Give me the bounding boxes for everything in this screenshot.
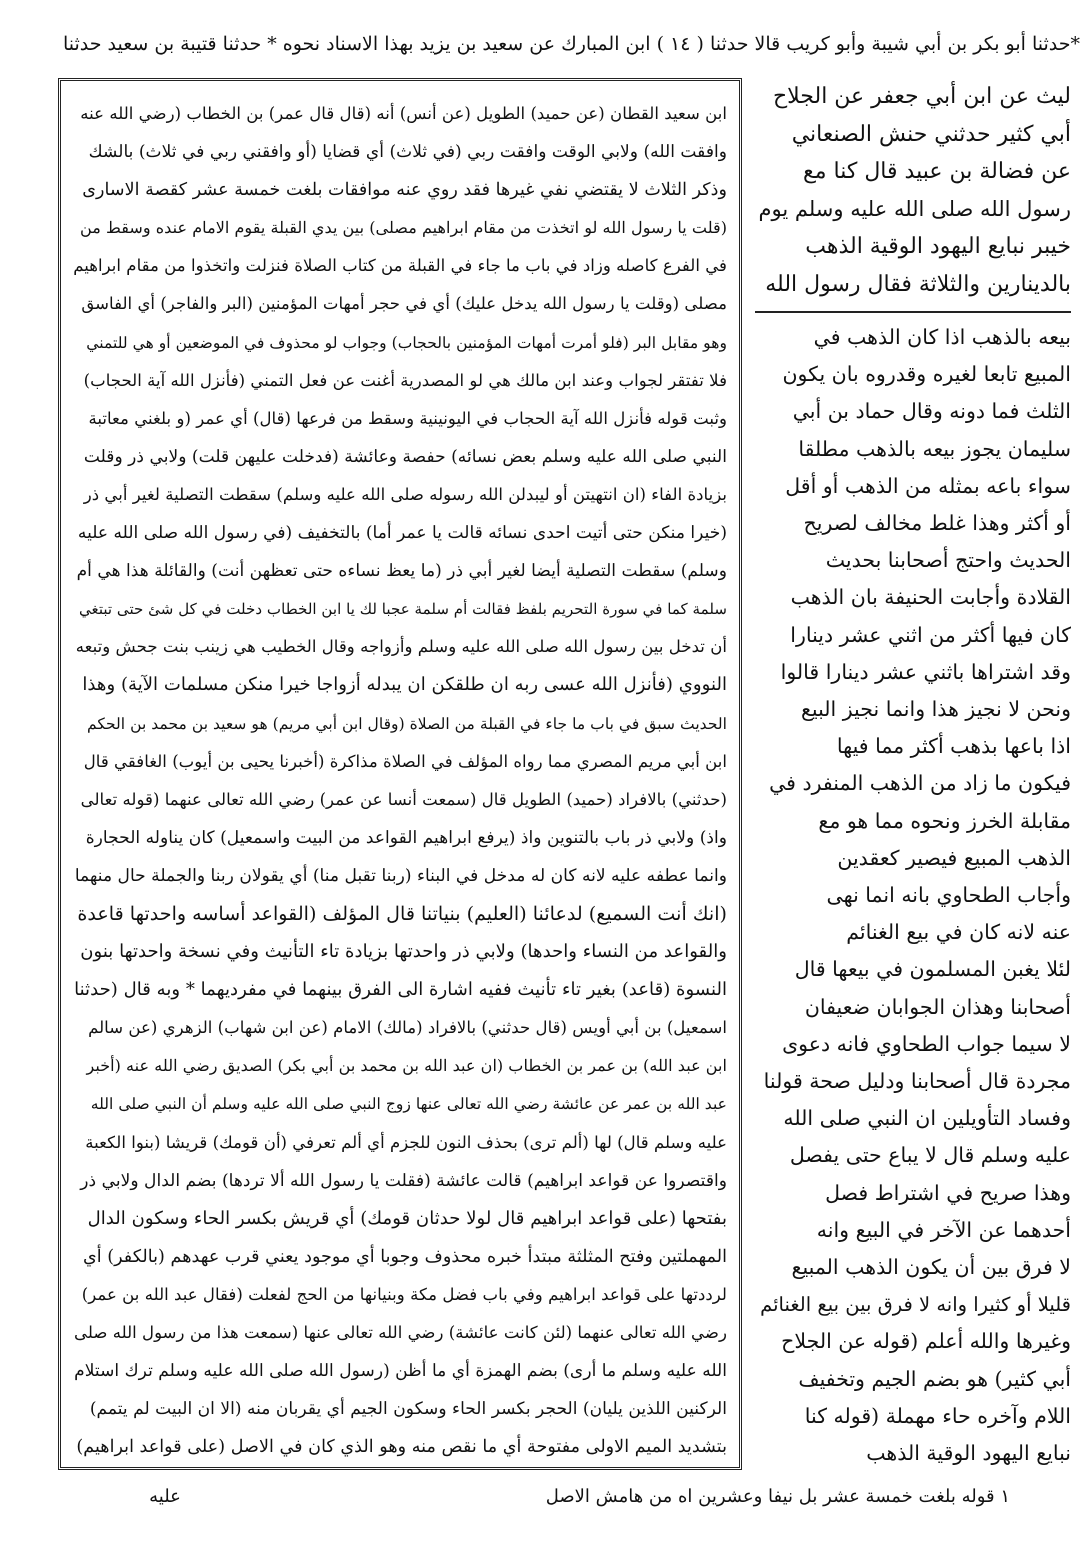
- commentary-line: عبد الله بن عمر عن عائشة رضي الله تعالى عنها زوج النبي صلى الله عليه وسلم أن النبي صلى الله: [90, 1095, 727, 1114]
- commentary-line: لرددتها على قواعد ابراهيم وفي باب فضل مكة وبنيانها من الحج لفعلت (فقال عبد الله بن عمر): [81, 1284, 727, 1304]
- side-commentary-line: أصحابنا وهذان الجوابان ضعيفان: [804, 994, 1071, 1019]
- hadith-column: [755, 78, 1071, 1478]
- hadith-line: خيبر نبايع اليهود الوقية الذهب: [805, 234, 1071, 259]
- commentary-line: النووي (فأنزل الله عسى ربه ان طلقكن ان يبدله أزواجا خيرا منكن مسلمات الآية) وهذا: [82, 674, 727, 696]
- column-divider: [755, 311, 1071, 313]
- commentary-line: فلا تفتقر لجواب وعند ابن مالك هي لو المصدرية أغنت عن فعل التمني (فأنزل الله آية الحجاب): [83, 370, 727, 390]
- hadith-line: بالدينارين والثلاثة فقال رسول الله: [765, 271, 1071, 297]
- side-commentary-line: مجردة قال أصحابنا ودليل صحة قولنا: [763, 1069, 1071, 1094]
- commentary-box: [58, 78, 742, 1470]
- commentary-line: النسوة (قاعد) بغير تاء تأنيث ففيه اشارة الى الفرق بينهما في مفرديهما * وبه قال (حدثنا: [74, 979, 727, 1001]
- side-commentary-line: فيكون ما زاد من الذهب المنفرد في: [769, 771, 1071, 796]
- commentary-line: وسلم) سقطت التصلية أيضا لغير أبي ذر (ما يعظ نساءه حتى تعظهن أنت) والقائلة هذا هي أم: [76, 561, 727, 582]
- commentary-line: وانما عطفه عليه لانه كان له مدخل في البناء (ربنا تقبل منا) أي يقولان ربنا والجملة حال منهما: [74, 865, 727, 886]
- commentary-line: ابن عبد الله) بن عمر بن الخطاب (ان عبد الله بن محمد بن أبي بكر) الصديق رضي الله عنه (أخبر: [86, 1056, 727, 1076]
- side-commentary-line: وغيرها والله أعلم (قوله عن الجلاح: [781, 1329, 1071, 1354]
- commentary-line: في الفرع كاصله وزاد في باب ما جاء في القبلة من كتاب الصلاة فنزلت واتخذوا من مقام ابراهيم: [73, 256, 727, 276]
- side-commentary-line: أبي كثير) هو بضم الجيم وتخفيف: [798, 1366, 1071, 1391]
- commentary-line: والقواعد من النساء واحدها) ولابي ذر واحدتها بزيادة تاء التأنيث وفي نسخة واحدتها بنون: [80, 941, 727, 963]
- hadith-line: عن فضالة بن عبيد قال كنا مع: [803, 159, 1071, 184]
- commentary-line: وهو مقابل البر (فلو أمرت أمهات المؤمنين بالحجاب) وجواب لو محذوف في الموضعين أو هي للتمني: [86, 333, 727, 352]
- side-commentary-line: وهذا صريح في اشتراط فصل: [825, 1180, 1071, 1205]
- catchword: عليه: [149, 1486, 181, 1507]
- commentary-line: الركنين اللذين يليان) الحجر بكسر الحاء وسكون الجيم أي يقربان منه (الا ان البيت لم يتمم): [89, 1399, 727, 1420]
- footnote: ١ قوله بلغت خمسة عشر بل نيفا وعشرين اه من هامش الاصل: [545, 1486, 1010, 1507]
- side-commentary-line: اللام وآخره حاء مهملة (قوله كنا: [804, 1403, 1071, 1428]
- page-header: *حدثنا أبو بكر بن أبي شيبة وأبو كريب قالا حدثنا ( ١٤ ) ابن المبارك عن سعيد بن يزيد بهذا الاسناد نحوه * حدثنا قتيبة بن سعيد حدثنا: [62, 33, 1080, 55]
- side-commentary-line: لا سيما جواب الطحاوي فانه دعوى: [782, 1031, 1071, 1056]
- commentary-line: اسمعيل) بن أبي أويس (قال حدثني) بالافراد (مالك) الامام (عن ابن شهاب) الزهري (عن سالم: [88, 1018, 727, 1038]
- commentary-text: [73, 95, 727, 1457]
- commentary-line: النبي صلى الله عليه وسلم بعض نسائه) حفصة وعائشة (فدخلت عليهن قلت) ولابي ذر وقلت: [83, 446, 727, 467]
- hadith-text: [755, 78, 1071, 303]
- commentary-line: وذكر الثلاث لا يقتضي نفي غيرها فقد روي عنه موافقات بلغت خمسة عشر كقصة الاسارى: [82, 180, 727, 201]
- commentary-line: واقتصروا عن قواعد ابراهيم) قالت عائشة (فقلت يا رسول الله ألا تردها) بضم الدال ولابي ذر: [80, 1170, 727, 1191]
- commentary-line: وثبت قوله فأنزل الله آية الحجاب في اليونينية وسقط من فرعها (قال) أي عمر (و بلغني معاتبة: [88, 408, 727, 428]
- side-commentary-line: المبيع تابعا لغيره وقدروه بان يكون: [782, 362, 1071, 387]
- commentary-line: ابن أبي مريم المصري مما رواه المؤلف في الصلاة مذاكرة (أخبرنا يحيى بن أيوب) الغافقي قال: [83, 751, 727, 771]
- side-commentary-line: لئلا يغبن المسلمون في بيعها قال: [794, 957, 1071, 982]
- side-commentary-line: وأجاب الطحاوي بانه انما نهى: [826, 883, 1071, 908]
- commentary-line: بزيادة الفاء (ان انتهيتن أو ليبدلن الله رسوله صلى الله عليه وسلم) سقطت التصلية لغير أبي ذر: [83, 484, 727, 504]
- commentary-line: سلمة كما في سورة التحريم بلفظ فقالت أم سلمة عجبا لك يا ابن الخطاب دخلت في كل شئ حتى تبتغي: [78, 600, 727, 619]
- commentary-line: (خيرا منكن حتى أتيت احدى نسائه قالت يا عمر أما) بالتخفيف (في رسول الله صلى الله عليه: [77, 523, 727, 544]
- side-commentary-text: [755, 319, 1071, 1478]
- side-commentary-line: نبايع اليهود الوقية الذهب: [866, 1441, 1071, 1466]
- commentary-line: أن تدخل بين رسول الله صلى الله عليه وسلم وأزواجه وقال الخطيب هي زينب بنت جحش وتبعه: [75, 637, 727, 657]
- commentary-line: المهملتين وفتح المثلثة مبتدأ خبره محذوف وجوبا أي موجود يعني قرب عهدهم (بالكفر) أي: [82, 1246, 727, 1267]
- commentary-line: واذ) ولابي ذر باب بالتنوين واذ (يرفع ابراهيم القواعد من البيت واسمعيل) كان يناوله الحجارة: [85, 827, 727, 848]
- side-commentary-line: أو أكثر وهذا غلط مخالف لصريح: [803, 511, 1071, 536]
- side-commentary-line: قليلا أو كثيرا وانه لا فرق بين بيع الغنائم: [760, 1293, 1071, 1317]
- side-commentary-line: عليه وسلم قال لا يباع حتى يفصل: [789, 1143, 1071, 1168]
- side-commentary-line: سليمان يجوز بيعه بالذهب مطلقا: [798, 436, 1071, 461]
- commentary-line: رضي الله تعالى عنهما (لئن كانت عائشة) رضي الله تعالى عنها (سمعت هذا من رسول الله صلى: [74, 1323, 727, 1342]
- commentary-line: بفتحها (على قواعد ابراهيم قال لولا حدثان قومك) أي قريش بكسر الحاء وسكون الدال: [87, 1207, 727, 1229]
- side-commentary-line: ونحن لا نجيز هذا وانما نجيز البيع: [801, 697, 1071, 722]
- side-commentary-line: أحدهما عن الآخر في البيع وانه: [816, 1217, 1071, 1242]
- side-commentary-line: مقابلة الخرز ونحوه مما هو مع: [818, 808, 1071, 833]
- side-commentary-line: كان فيها أكثر من اثني عشر دينارا: [790, 622, 1071, 647]
- side-commentary-line: عنه لانه كان في بيع الغنائم: [846, 920, 1071, 945]
- commentary-line: (قلت يا رسول الله لو اتخذت من مقام ابراهيم مصلى) بين يدي القبلة يقوم الامام عنده وسقط من: [79, 218, 727, 238]
- side-commentary-line: لا فرق بين أن يكون الذهب المبيع: [791, 1255, 1071, 1280]
- commentary-line: الله عليه وسلم ما أرى) بضم الهمزة أي ما أظن (رسول الله صلى الله عليه وسلم ترك استلام: [74, 1361, 727, 1382]
- commentary-line: مصلى (وقلت يا رسول الله يدخل عليك) أي في حجر أمهات المؤمنين (البر والفاجر) أي الفاسق: [81, 294, 727, 314]
- side-commentary-line: الذهب المبيع فيصير كعقدين: [837, 845, 1071, 870]
- hadith-line: أبي كثير حدثني حنش الصنعاني: [791, 121, 1071, 147]
- side-commentary-line: الثلث فما دونه وقال حماد بن أبي: [792, 399, 1071, 424]
- commentary-line: وافقت الله) ولابي الوقت وافقت ربي (في ثلاث) أي قضايا (أو وافقني ربي في ثلاث) بالشك: [88, 142, 727, 163]
- commentary-line: (حدثني) بالافراد (حميد) الطويل قال (سمعت أنسا عن عمر) رضي الله تعالى عنهما (قوله تعالى: [80, 789, 727, 809]
- side-commentary-line: الحديث واحتج أصحابنا بحديث: [825, 548, 1071, 573]
- commentary-line: (انك أنت السميع) لدعائنا (العليم) بنياتنا قال المؤلف (القواعد أساسه واحدتها قاعدة: [77, 901, 727, 925]
- commentary-line: الحديث سبق في باب ما جاء في القبلة من الصلاة (وقال ابن أبي مريم) هو سعيد بن محمد بن الحكم: [86, 714, 727, 733]
- hadith-line: ليث عن ابن أبي جعفر عن الجلاح: [772, 84, 1071, 109]
- side-commentary-line: اذا باعها بذهب أكثر مما فيها: [836, 734, 1071, 759]
- side-commentary-line: وفساد التأويلين ان النبي صلى الله: [783, 1106, 1071, 1131]
- commentary-line: عليه وسلم قال) لها (ألم ترى) بحذف النون للجزم أي ألم تعرفي (أن قومك) قريشا (بنوا الكعبة: [85, 1132, 727, 1152]
- hadith-line: رسول الله صلى الله عليه وسلم يوم: [758, 196, 1071, 221]
- commentary-line: بتشديد الميم الاولى مفتوحة أي ما نقص منه وهو الذي كان في الاصل (على قواعد ابراهيم): [76, 1437, 727, 1457]
- side-commentary-line: وقد اشتراها باثني عشر دينارا قالوا: [780, 659, 1071, 684]
- side-commentary-line: القلادة وأجابت الحنيفة بان الذهب: [790, 585, 1071, 610]
- side-commentary-line: بيعه بالذهب اذا كان الذهب في: [813, 325, 1071, 349]
- side-commentary-line: سواء باعه بمثله من الذهب أو أقل: [785, 473, 1071, 498]
- commentary-line: ابن سعيد القطان (عن حميد) الطويل (عن أنس) أنه (قال قال عمر) بن الخطاب (رضي الله عنه: [80, 104, 727, 123]
- side-commentary-line: [755, 1472, 1071, 1478]
